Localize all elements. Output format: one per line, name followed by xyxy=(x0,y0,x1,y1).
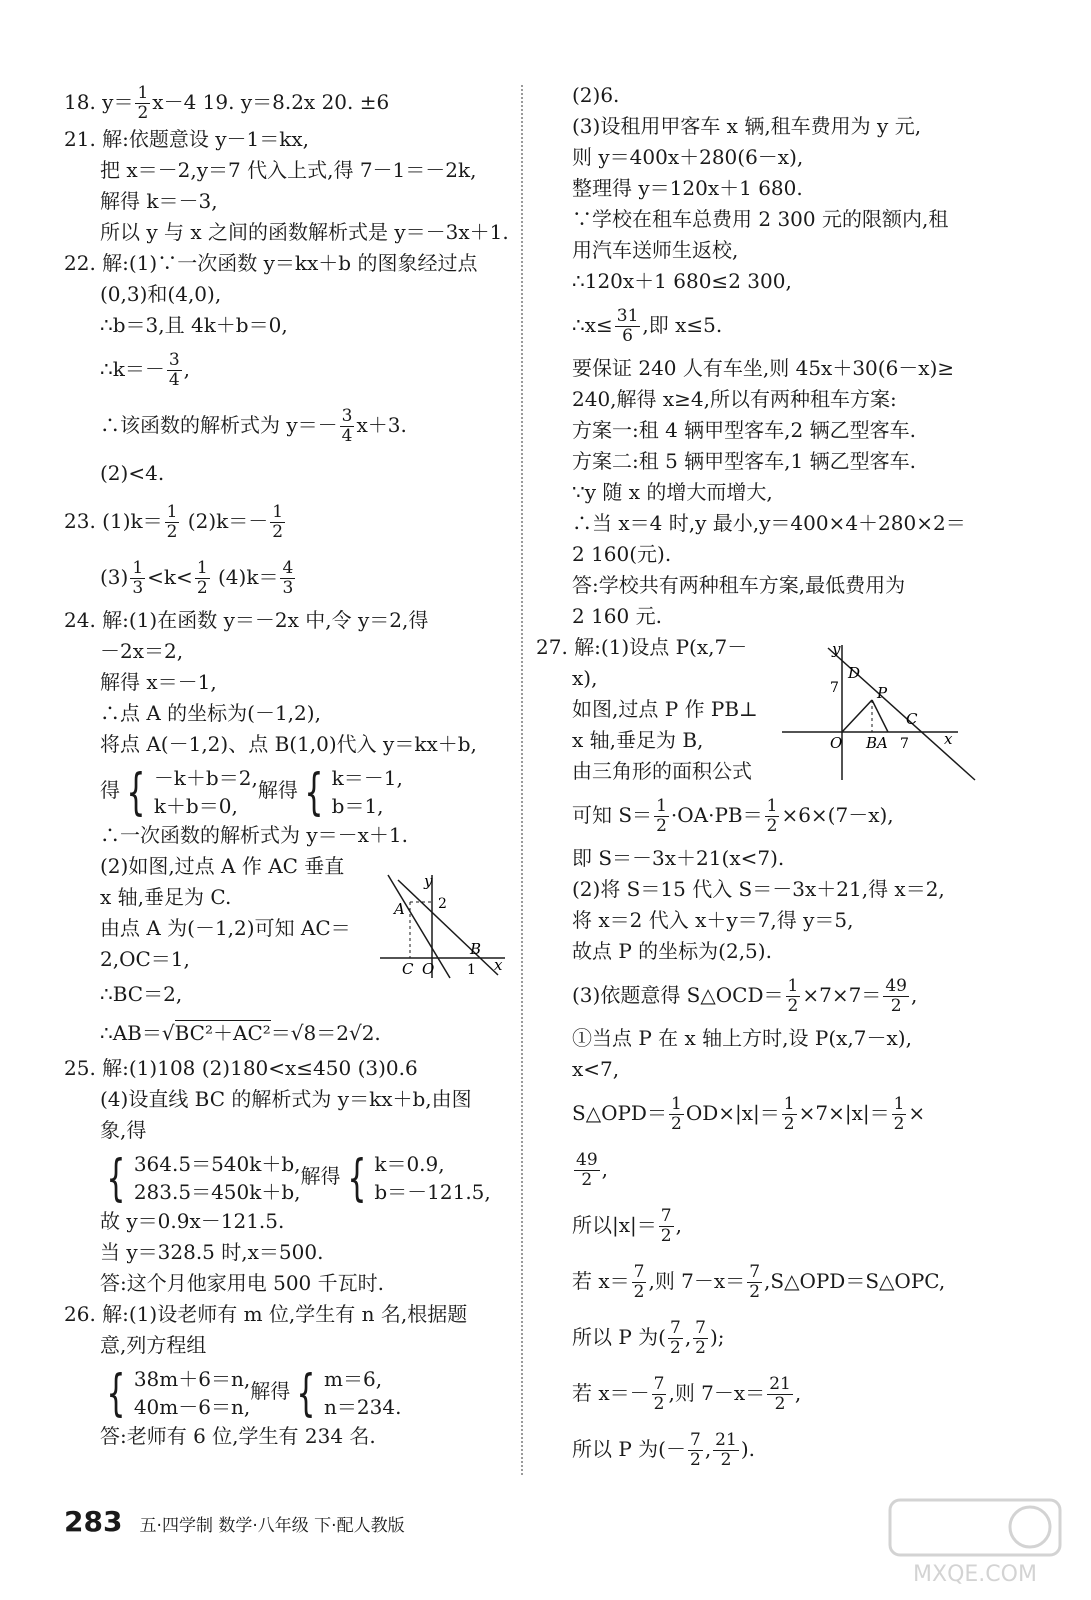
q22-line: ∴b＝3,且 4k＋b＝0, xyxy=(100,313,288,337)
q25-system: { 364.5＝540k＋b, 283.5＝450k＋b, 解得 { k＝0.9, b＝－121.5, xyxy=(106,1148,491,1207)
answers-18-20: 18. y＝ $\frac{1}{2}$ x－4 19. y＝8.2x 20. ±6 xyxy=(64,83,390,123)
r-line: 整理得 y＝120x＋1 680. xyxy=(572,176,803,200)
point-p-label: P xyxy=(877,684,888,702)
q23-line1: 23. (1)k＝ $\frac{1}{2}$ (2)k＝－ $\frac{1}{2}$ xyxy=(64,502,284,542)
point-c-label: C xyxy=(906,710,918,728)
q25-line: 象,得 xyxy=(100,1118,147,1142)
q24-line: 2,OC＝1, xyxy=(100,947,190,971)
q22-solution: ∴该函数的解析式为 y＝－ $\frac{3}{4}$ x＋3. xyxy=(100,406,407,446)
point-c-label: C xyxy=(402,960,414,978)
tick-2: 2 xyxy=(438,896,447,912)
watermark-text: MXQE.COM xyxy=(913,1562,1037,1587)
figure-q27 xyxy=(780,640,980,785)
book-title: 五·四学制 数学·八年级 下·配人教版 xyxy=(139,1516,405,1536)
q27-absx: 所以|x|＝ $\frac{7}{2}$ , xyxy=(572,1206,682,1246)
y-label: y xyxy=(832,640,841,658)
q26-answer: 答:老师有 6 位,学生有 234 名. xyxy=(100,1424,376,1448)
q22-part2: (2)<4. xyxy=(100,461,165,485)
q25-line: 当 y＝328.5 时,x＝500. xyxy=(100,1240,324,1264)
tick-7-x: 7 xyxy=(900,736,909,752)
q27-line: x), xyxy=(572,666,598,690)
r-line: ∵学校在租车总费用 2 300 元的限额内,租 xyxy=(572,207,949,231)
q27-case1: 若 x＝ $\frac{7}{2}$ ,则 7－x＝ $\frac{7}{2}$ ,S△OPD＝S△OPC, xyxy=(572,1262,946,1302)
q25-line: 答:这个月他家用电 500 千瓦时. xyxy=(100,1271,384,1295)
q27-area: 可知 S＝ $\frac{1}{2}$ ·OA·PB＝ $\frac{1}{2}$ ×6×(7－x), xyxy=(572,796,894,836)
r-line: (2)6. xyxy=(572,83,620,107)
r-line: 2 160(元). xyxy=(572,542,672,566)
r-line: 要保证 240 人有车坐,则 45x＋30(6－x)≥ xyxy=(572,356,955,380)
q22-line: 22. 解:(1)∵一次函数 y＝kx＋b 的图象经过点 xyxy=(64,251,478,275)
q27-fraction-line: $\frac{49}{2}$ , xyxy=(576,1150,608,1190)
q24-line: 将点 A(－1,2)、点 B(1,0)代入 y＝kx＋b, xyxy=(100,732,477,756)
point-a-label: A xyxy=(394,900,405,918)
q27-line: 27. 解:(1)设点 P(x,7－ xyxy=(536,635,748,659)
q25-line: 25. 解:(1)108 (2)180<x≤450 (3)0.6 xyxy=(64,1056,418,1080)
r-line: (3)设租用甲客车 x 辆,租车费用为 y 元, xyxy=(572,114,922,138)
q25-line: 故 y＝0.9x－121.5. xyxy=(100,1209,285,1233)
q26-line: 意,列方程组 xyxy=(100,1333,207,1357)
r-line: ∵y 随 x 的增大而增大, xyxy=(572,480,773,504)
r-line: 240,解得 x≥4,所以有两种租车方案: xyxy=(572,387,897,411)
r-line: 则 y＝400x＋280(6－x), xyxy=(572,145,804,169)
r-line: 方案二:租 5 辆甲型客车,1 辆乙型客车. xyxy=(572,449,916,473)
q24-ab: ∴AB＝√BC²＋AC²＝√8＝2√2. xyxy=(100,1021,381,1045)
q21-line: 所以 y 与 x 之间的函数解析式是 y＝－3x＋1. xyxy=(100,220,509,244)
q27-ocd: (3)依题意得 S△OCD＝ $\frac{1}{2}$ ×7×7＝ $\frac{49}{2}$ , xyxy=(572,976,918,1016)
q24-line: ∴点 A 的坐标为(－1,2), xyxy=(100,701,321,725)
q21-line: 解得 k＝－3, xyxy=(100,189,218,213)
q27-line: 如图,过点 P 作 PB⊥ xyxy=(572,697,758,721)
watermark-logo xyxy=(880,1495,1070,1590)
r-line: 答:学校共有两种租车方案,最低费用为 xyxy=(572,573,906,597)
q24-line: －2x＝2, xyxy=(100,639,184,663)
q27-line: x<7, xyxy=(572,1057,620,1081)
column-divider xyxy=(521,85,523,1475)
r-line: 用汽车送师生返校, xyxy=(572,238,739,262)
r-line: 方案一:租 4 辆甲型客车,2 辆乙型客车. xyxy=(572,418,916,442)
x-label: x xyxy=(944,730,953,748)
r-line: 2 160 元. xyxy=(572,604,662,628)
segment-op xyxy=(842,700,872,732)
q27-case2: 若 x＝－ $\frac{7}{2}$ ,则 7－x＝ $\frac{21}{2}$ , xyxy=(572,1374,802,1414)
q27-p2: 所以 P 为(－ $\frac{7}{2}$ , $\frac{21}{2}$ ). xyxy=(572,1430,755,1470)
y-label: y xyxy=(424,872,433,890)
q22-k: ∴k＝－ $\frac{3}{4}$ , xyxy=(100,350,191,390)
q27-opd: S△OPD＝ $\frac{1}{2}$ OD×|x|＝ $\frac{1}{2}$ ×7×|x|＝ $\frac{1}{2}$ × xyxy=(572,1094,926,1134)
points-ba-label: BA xyxy=(866,734,888,752)
q23-line2: (3) $\frac{1}{3}$ <k< $\frac{1}{2}$ (4)k＝ $\frac{4}{3}$ xyxy=(100,558,294,598)
x-label: x xyxy=(494,956,503,974)
q21-line: 21. 解:依题意设 y－1＝kx, xyxy=(64,127,310,151)
q24-line: x 轴,垂足为 C. xyxy=(100,885,232,909)
q24-line: 24. 解:(1)在函数 y＝－2x 中,令 y＝2,得 xyxy=(64,608,429,632)
q24-line: ∴一次函数的解析式为 y＝－x＋1. xyxy=(100,823,409,847)
q25-line: (4)设直线 BC 的解析式为 y＝kx＋b,由图 xyxy=(100,1087,472,1111)
origin-label: O xyxy=(422,960,435,978)
q22-line: (0,3)和(4,0), xyxy=(100,282,222,306)
figure-q24 xyxy=(380,870,510,980)
page-number: 283 xyxy=(64,1505,123,1538)
q27-line: ①当点 P 在 x 轴上方时,设 P(x,7－x), xyxy=(572,1026,912,1050)
q27-line: 由三角形的面积公式 xyxy=(572,759,752,783)
q27-line: 故点 P 的坐标为(2,5). xyxy=(572,939,772,963)
q24-line: (2)如图,过点 A 作 AC 垂直 xyxy=(100,854,345,878)
point-b-label: B xyxy=(470,940,482,958)
point-d-label: D xyxy=(848,664,861,682)
page-footer xyxy=(64,1505,405,1538)
q24-line: 由点 A 为(－1,2)可知 AC＝ xyxy=(100,916,351,940)
q26-line: 26. 解:(1)设老师有 m 位,学生有 n 名,根据题 xyxy=(64,1302,468,1326)
q24-line: 解得 x＝－1, xyxy=(100,670,217,694)
left-column xyxy=(64,80,514,1452)
r-line: ∴120x＋1 680≤2 300, xyxy=(572,269,792,293)
line-y-neg2x xyxy=(388,875,450,978)
q27-line: 将 x＝2 代入 x＋y＝7,得 y＝5, xyxy=(572,908,854,932)
q24-line: ∴BC＝2, xyxy=(100,982,183,1006)
q27-line: (2)将 S＝15 代入 S＝－3x＋21,得 x＝2, xyxy=(572,877,945,901)
q21-line: 把 x＝－2,y＝7 代入上式,得 7－1＝－2k, xyxy=(100,158,477,182)
q27-line: x 轴,垂足为 B, xyxy=(572,728,704,752)
q26-system: { 38m＋6＝n, 40m－6＝n, 解得 { m＝6, n＝234. xyxy=(106,1363,402,1422)
segment-pa xyxy=(872,700,888,732)
r-line-fraction: ∴x≤ $\frac{31}{6}$ ,即 x≤5. xyxy=(572,306,723,346)
tick-1: 1 xyxy=(467,962,476,978)
r-line: ∴当 x＝4 时,y 最小,y＝400×4＋280×2＝ xyxy=(572,511,966,535)
origin-label: O xyxy=(830,734,843,752)
q27-line: 即 S＝－3x＋21(x<7). xyxy=(572,846,785,870)
q24-system: 得 { －k＋b＝2, k＋b＝0, 解得 { k＝－1, b＝1, xyxy=(100,762,403,821)
q27-p1: 所以 P 为( $\frac{7}{2}$ , $\frac{7}{2}$ ); xyxy=(572,1318,725,1358)
tick-7-y: 7 xyxy=(830,680,839,696)
